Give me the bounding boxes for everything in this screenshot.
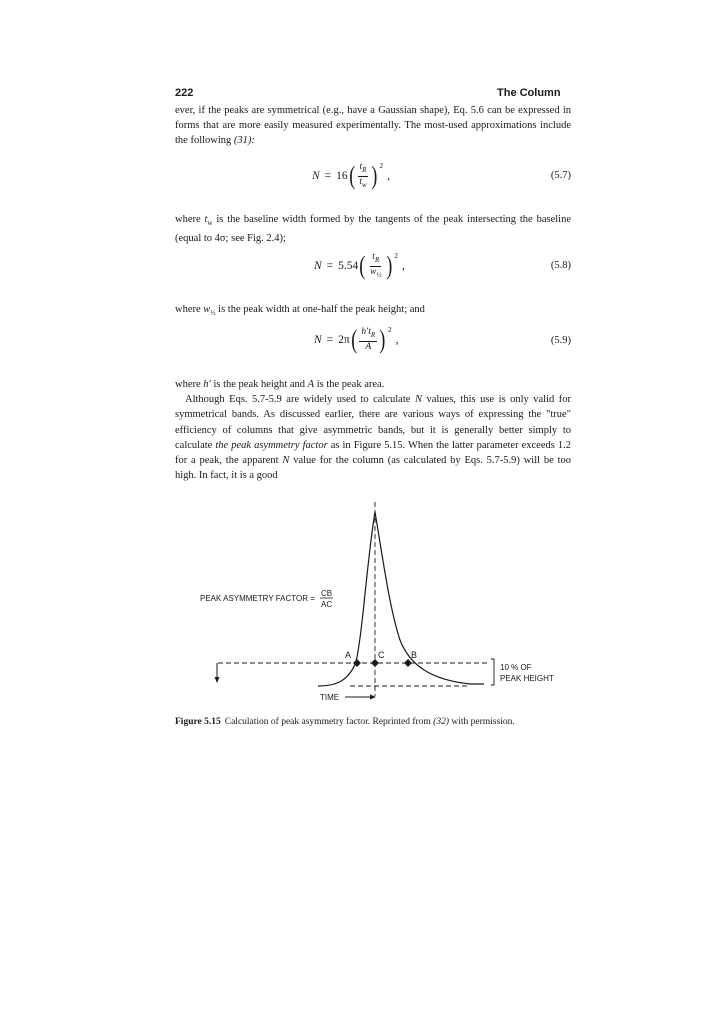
citation-32: (32) <box>433 717 449 727</box>
height-label-1: 10 % OF <box>500 663 532 672</box>
paragraph-asymmetry: Although Eqs. 5.7-5.9 are widely used to calculate N values, this use is only valid for symmetrical bands. As discussed earlier, there are various ways of expressing the "true" efficiency of columns that give asymmetric bands, but it is generally better simply to calculate the peak asymmetry factor as in Figure 5.15. When the latter parameter exceeds 1.2 for a peak, the apparent N value for the column (as calculated by Eqs. 5.7-5.9) will be too high. In fact, it is a good <box>175 394 572 482</box>
peak-asymmetry-figure <box>200 500 560 710</box>
figure-label: Figure 5.15 <box>175 717 221 727</box>
height-bracket <box>491 659 494 685</box>
equation-number: (5.7) <box>550 170 571 181</box>
equation-5-9: N = 2π ( $\frac{h't_R}{A}$ ) 2 , (5.9) <box>314 324 571 354</box>
asymmetry-factor-numerator: CB <box>321 589 333 598</box>
paragraph-tw-definition: where $t_w$ is the baseline width formed by the tangents of the peak intersecting the baseline (equal to 4σ; see Fig. 2.4); <box>175 214 571 245</box>
equation-number: (5.8) <box>550 260 571 271</box>
figure-caption: Figure 5.15 Calculation of peak asymmetry factor. Reprinted from (32) with permission. <box>175 717 515 727</box>
citation-31: (31): <box>233 135 255 147</box>
equation-5-8: N = 5.54 ( $\frac{t_R}{w_{\frac{1}{2}}}$ ) 2 , (5.8) <box>314 250 571 281</box>
paragraph-intro: ever, if the peaks are symmetrical (e.g., have a Gaussian shape), Eq. 5.6 can be expressed in forms that are more easily measured experimentally. The most-used approximations include the following (31): <box>175 105 571 147</box>
point-a-label: A <box>345 650 352 660</box>
point-c-label: C <box>378 650 385 660</box>
page-number: 222 <box>175 87 194 99</box>
point-b-label: B <box>411 650 418 660</box>
marker-c <box>371 659 379 667</box>
time-label: TIME <box>320 693 340 702</box>
marker-b <box>404 659 412 667</box>
paragraph-w-half-definition: where $w_{\frac{1}{2}}$ is the peak width at one-half the peak height; and <box>175 304 425 318</box>
paragraph-h-definition: where h′ is the peak height and A is the peak area. <box>175 379 385 390</box>
running-head: The Column <box>497 87 561 99</box>
peak-curve <box>318 512 484 686</box>
asymmetry-factor-label: PEAK ASYMMETRY FACTOR = <box>200 594 315 603</box>
equation-number: (5.9) <box>550 335 571 346</box>
equation-5-7: N = 16 ( $\frac{t_R}{t_w}$ ) 2 , (5.7) <box>312 160 571 191</box>
height-label-2: PEAK HEIGHT <box>500 674 554 683</box>
asymmetry-factor-denominator: AC <box>321 600 333 609</box>
paragraph-body <box>175 377 571 483</box>
